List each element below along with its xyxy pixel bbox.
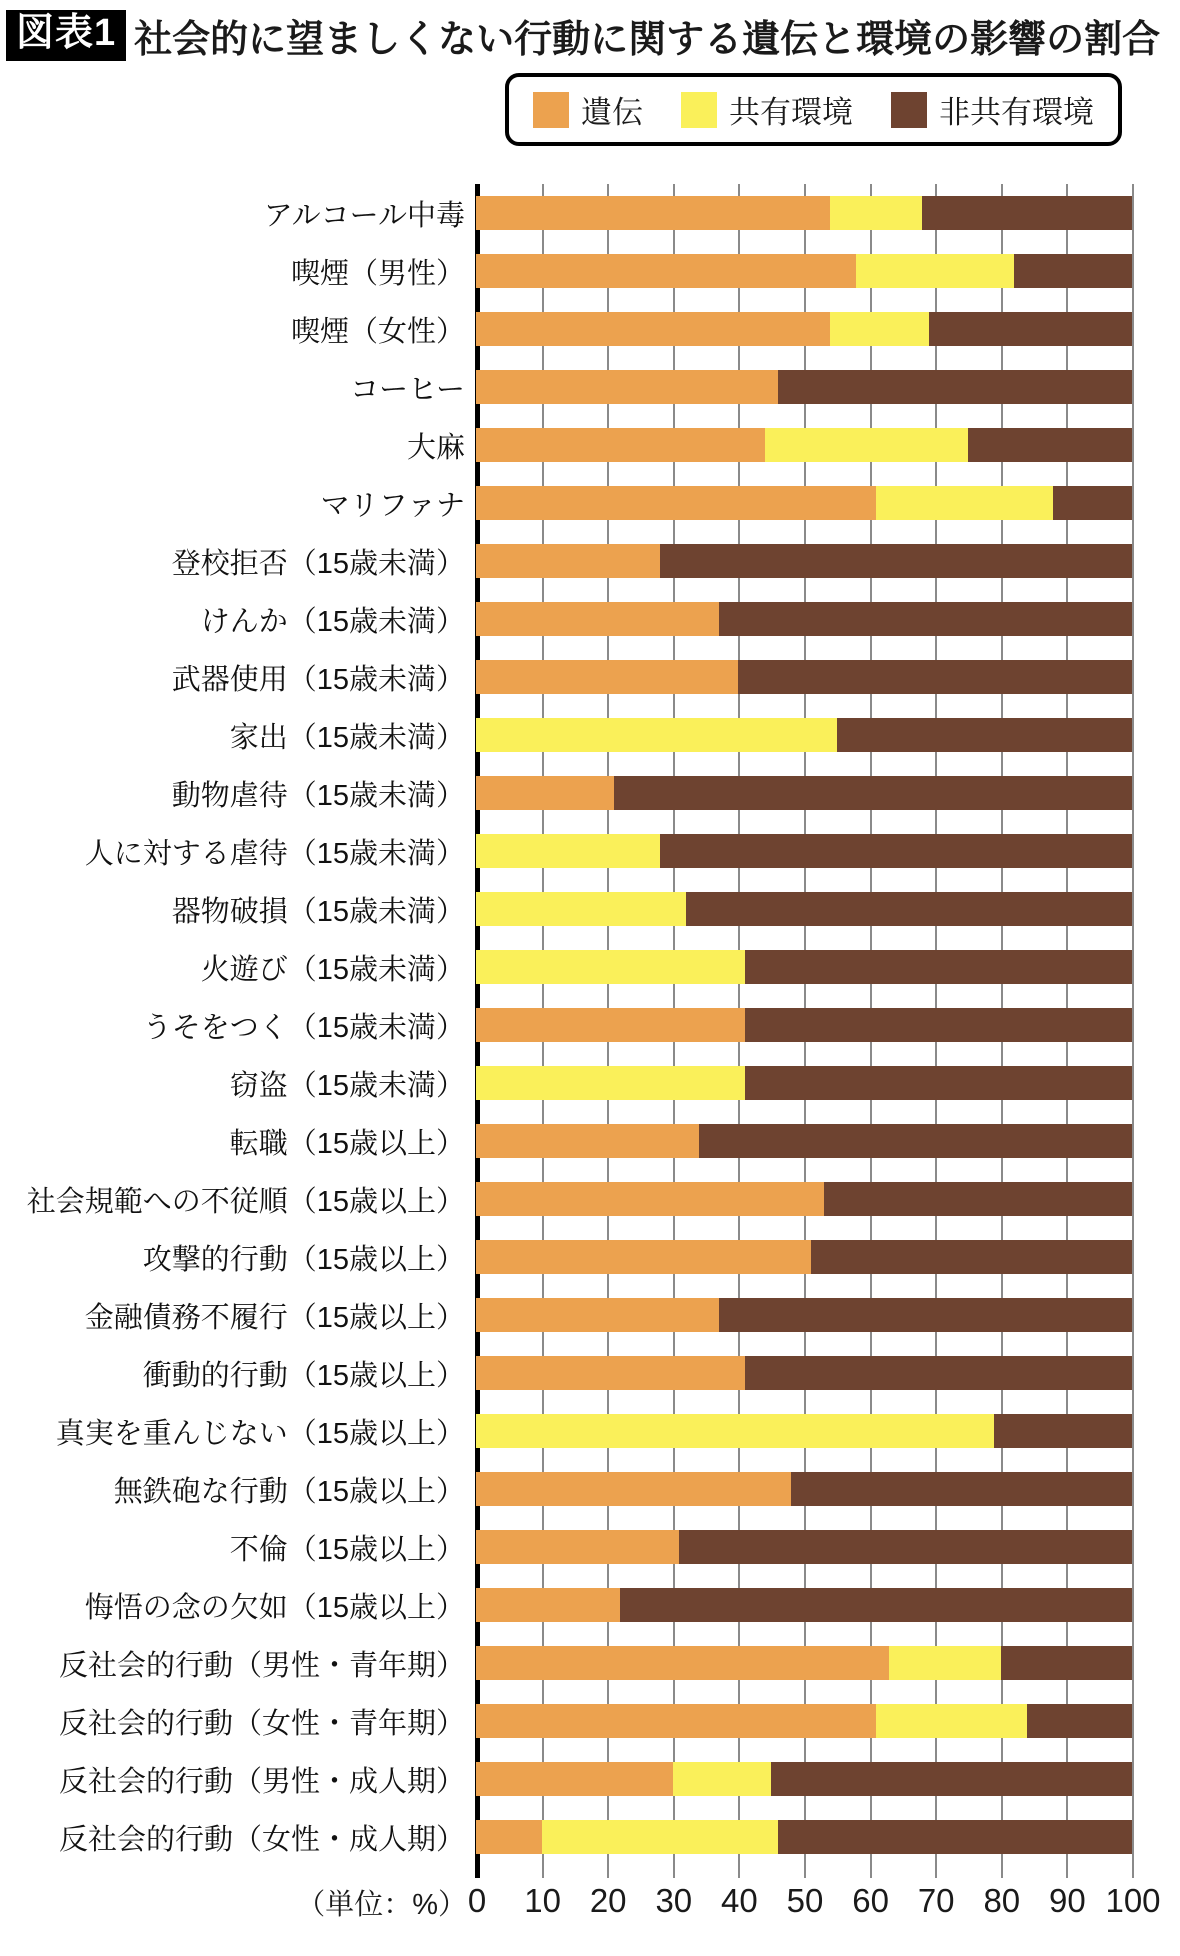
chart-title [6,8,1180,63]
bar-segment-shared [856,254,1013,288]
legend-swatch-nonshared-environment [891,92,927,128]
row-label: 登校拒否（15歳未満） [171,547,465,580]
bar-segment-shared [476,1066,745,1100]
title-badge: 図表1 [6,10,126,61]
row-label: 転職（15歳以上） [229,1127,465,1160]
table-row [0,1112,1180,1170]
bar-segment-nonshared [771,1762,1132,1796]
bar-track [476,486,1132,520]
x-axis [296,1882,1161,1928]
x-tick-label-20: 20 [589,1882,627,1919]
bar-segment-nonshared [660,834,1132,868]
table-row [0,1228,1180,1286]
legend-swatch-shared-environment [681,92,717,128]
bar-segment-nonshared [686,892,1132,926]
bar-track [476,1530,1132,1564]
row-label: 人に対する虐待（15歳未満） [84,837,465,870]
bar-segment-shared [476,718,837,752]
table-row [0,300,1180,358]
bar-track [476,1008,1132,1042]
legend-label: 遺伝 [581,95,643,130]
row-label: 器物破損（15歳未満） [171,895,465,928]
bar-segment-shared [542,1820,778,1854]
bar-segment-shared [876,486,1053,520]
table-row [0,706,1180,764]
table-row [0,648,1180,706]
bar-track [476,1472,1132,1506]
table-row [0,1634,1180,1692]
table-row [0,1460,1180,1518]
bar-track [476,1298,1132,1332]
bar-track [476,602,1132,636]
bar-track [476,1182,1132,1216]
bar-track [476,950,1132,984]
table-row [0,822,1180,880]
legend-label: 非共有環境 [939,95,1094,130]
x-tick-label-80: 80 [983,1882,1021,1919]
bar-track [476,1240,1132,1274]
bar-segment-heredity [476,602,719,636]
table-row [0,1808,1180,1866]
bar-segment-heredity [476,196,830,230]
legend-item-heredity [533,87,643,132]
bar-segment-heredity [476,1762,673,1796]
bar-segment-heredity [476,1124,699,1158]
row-label: 悔悟の念の欠如（15歳以上） [84,1591,465,1624]
table-row [0,474,1180,532]
bar-segment-heredity [476,1588,620,1622]
row-label: 真実を重んじない（15歳以上） [55,1417,465,1450]
bar-track [476,1588,1132,1622]
bar-track [476,660,1132,694]
bar-segment-nonshared [1001,1646,1132,1680]
x-tick-label-0: 0 [467,1882,487,1919]
bar-segment-nonshared [968,428,1132,462]
row-label: 社会規範への不従順（15歳以上） [26,1185,465,1218]
bar-track [476,544,1132,578]
row-label: 不倫（15歳以上） [229,1533,465,1566]
bar-segment-heredity [476,544,660,578]
bar-segment-shared [673,1762,771,1796]
bar-segment-heredity [476,1298,719,1332]
bar-segment-heredity [476,486,876,520]
bar-segment-nonshared [745,1066,1132,1100]
table-row [0,1402,1180,1460]
bar-track [476,428,1132,462]
table-row [0,358,1180,416]
bar-segment-heredity [476,1472,791,1506]
bar-segment-nonshared [837,718,1132,752]
bar-segment-nonshared [922,196,1132,230]
bar-segment-nonshared [1027,1704,1132,1738]
bar-segment-nonshared [719,1298,1132,1332]
bar-track [476,1066,1132,1100]
row-label: 窃盗（15歳未満） [229,1069,465,1102]
bar-segment-nonshared [778,370,1132,404]
bar-track [476,1820,1132,1854]
row-label: うそをつく（15歳未満） [142,1011,465,1044]
table-row [0,1518,1180,1576]
table-row [0,590,1180,648]
chart-rows [0,184,1180,1866]
x-tick-label-60: 60 [852,1882,889,1919]
bar-segment-nonshared [824,1182,1132,1216]
x-tick-label-70: 70 [917,1882,955,1919]
table-row [0,1054,1180,1112]
legend-item-shared-environment [681,87,853,132]
table-row [0,764,1180,822]
bar-segment-heredity [476,428,765,462]
bar-segment-nonshared [614,776,1132,810]
bar-track [476,1762,1132,1796]
bar-segment-nonshared [745,1356,1132,1390]
bar-segment-nonshared [679,1530,1132,1564]
table-row [0,416,1180,474]
bar-segment-nonshared [1053,486,1132,520]
bar-segment-nonshared [929,312,1132,346]
bar-segment-shared [830,312,928,346]
row-label: 反社会的行動（男性・成人期） [58,1765,465,1798]
bar-segment-heredity [476,1240,811,1274]
bar-segment-nonshared [745,950,1132,984]
table-row [0,532,1180,590]
bar-segment-shared [476,892,686,926]
table-row [0,184,1180,242]
table-row [0,1170,1180,1228]
row-label: アルコール中毒 [263,199,465,232]
bar-segment-nonshared [699,1124,1132,1158]
row-label: けんか（15歳未満） [200,605,465,638]
x-tick-label-50: 50 [786,1882,824,1919]
bar-segment-nonshared [620,1588,1132,1622]
bar-segment-nonshared [738,660,1132,694]
row-label: 金融債務不履行（15歳以上） [84,1301,465,1334]
bar-segment-nonshared [811,1240,1132,1274]
row-label: 衝動的行動（15歳以上） [142,1359,465,1392]
bar-track [476,370,1132,404]
row-label: 喫煙（男性） [290,257,465,290]
bar-segment-shared [765,428,968,462]
bar-track [476,1704,1132,1738]
table-row [0,242,1180,300]
bar-segment-heredity [476,1356,745,1390]
bar-segment-heredity [476,1530,679,1564]
page-title: 社会的に望ましくない行動に関する遺伝と環境の影響の割合 [134,19,1161,61]
x-tick-label-40: 40 [721,1882,758,1919]
legend-swatch-heredity [533,92,569,128]
row-label: 大麻 [406,431,465,464]
table-row [0,1344,1180,1402]
bar-segment-heredity [476,370,778,404]
bar-segment-shared [476,1414,994,1448]
bar-segment-shared [889,1646,1001,1680]
bar-segment-nonshared [745,1008,1132,1042]
row-label: 攻撃的行動（15歳以上） [142,1243,465,1276]
bar-track [476,254,1132,288]
row-label: 動物虐待（15歳未満） [171,779,465,812]
row-label: 反社会的行動（女性・青年期） [58,1707,465,1740]
bar-segment-shared [476,950,745,984]
legend-label: 共有環境 [729,95,853,130]
table-row [0,938,1180,996]
row-label: 反社会的行動（男性・青年期） [58,1649,465,1682]
table-row [0,1692,1180,1750]
row-label: コーヒー [350,373,465,406]
bar-segment-nonshared [1014,254,1132,288]
bar-track [476,1124,1132,1158]
legend [505,73,1122,146]
bar-segment-heredity [476,776,614,810]
x-tick-label-100: 100 [1105,1882,1161,1919]
bar-segment-heredity [476,1704,876,1738]
row-label: 反社会的行動（女性・成人期） [58,1823,465,1856]
bar-segment-shared [830,196,922,230]
bar-segment-shared [476,834,660,868]
row-label: 火遊び（15歳未満） [200,953,465,986]
table-row [0,880,1180,938]
x-axis-unit-label: （単位：%） [296,1889,467,1921]
bar-track [476,1646,1132,1680]
x-tick-label-90: 90 [1049,1882,1086,1919]
x-tick-label-30: 30 [655,1882,693,1919]
row-label: 無鉄砲な行動（15歳以上） [113,1475,465,1508]
x-tick-label-10: 10 [524,1882,561,1919]
bar-track [476,776,1132,810]
table-row [0,1750,1180,1808]
bar-track [476,892,1132,926]
bar-segment-heredity [476,312,830,346]
row-label: 家出（15歳未満） [229,721,465,754]
bar-segment-heredity [476,254,856,288]
bar-track [476,312,1132,346]
bar-segment-nonshared [660,544,1132,578]
bar-segment-nonshared [719,602,1132,636]
table-row [0,1286,1180,1344]
bar-segment-nonshared [778,1820,1132,1854]
row-label: マリファナ [320,489,465,522]
bar-track [476,1414,1132,1448]
bar-track [476,718,1132,752]
row-label: 喫煙（女性） [290,315,465,348]
bar-track [476,196,1132,230]
stacked-bar-chart [0,184,1180,1921]
bar-track [476,1356,1132,1390]
bar-segment-nonshared [994,1414,1132,1448]
bar-segment-heredity [476,660,738,694]
bar-segment-heredity [476,1182,824,1216]
legend-item-nonshared-environment [891,87,1094,132]
row-label: 武器使用（15歳未満） [171,663,465,696]
bar-segment-heredity [476,1820,542,1854]
table-row [0,1576,1180,1634]
bar-segment-heredity [476,1008,745,1042]
bar-track [476,834,1132,868]
bar-segment-shared [876,1704,1027,1738]
bar-segment-nonshared [791,1472,1132,1506]
table-row [0,996,1180,1054]
bar-segment-heredity [476,1646,889,1680]
